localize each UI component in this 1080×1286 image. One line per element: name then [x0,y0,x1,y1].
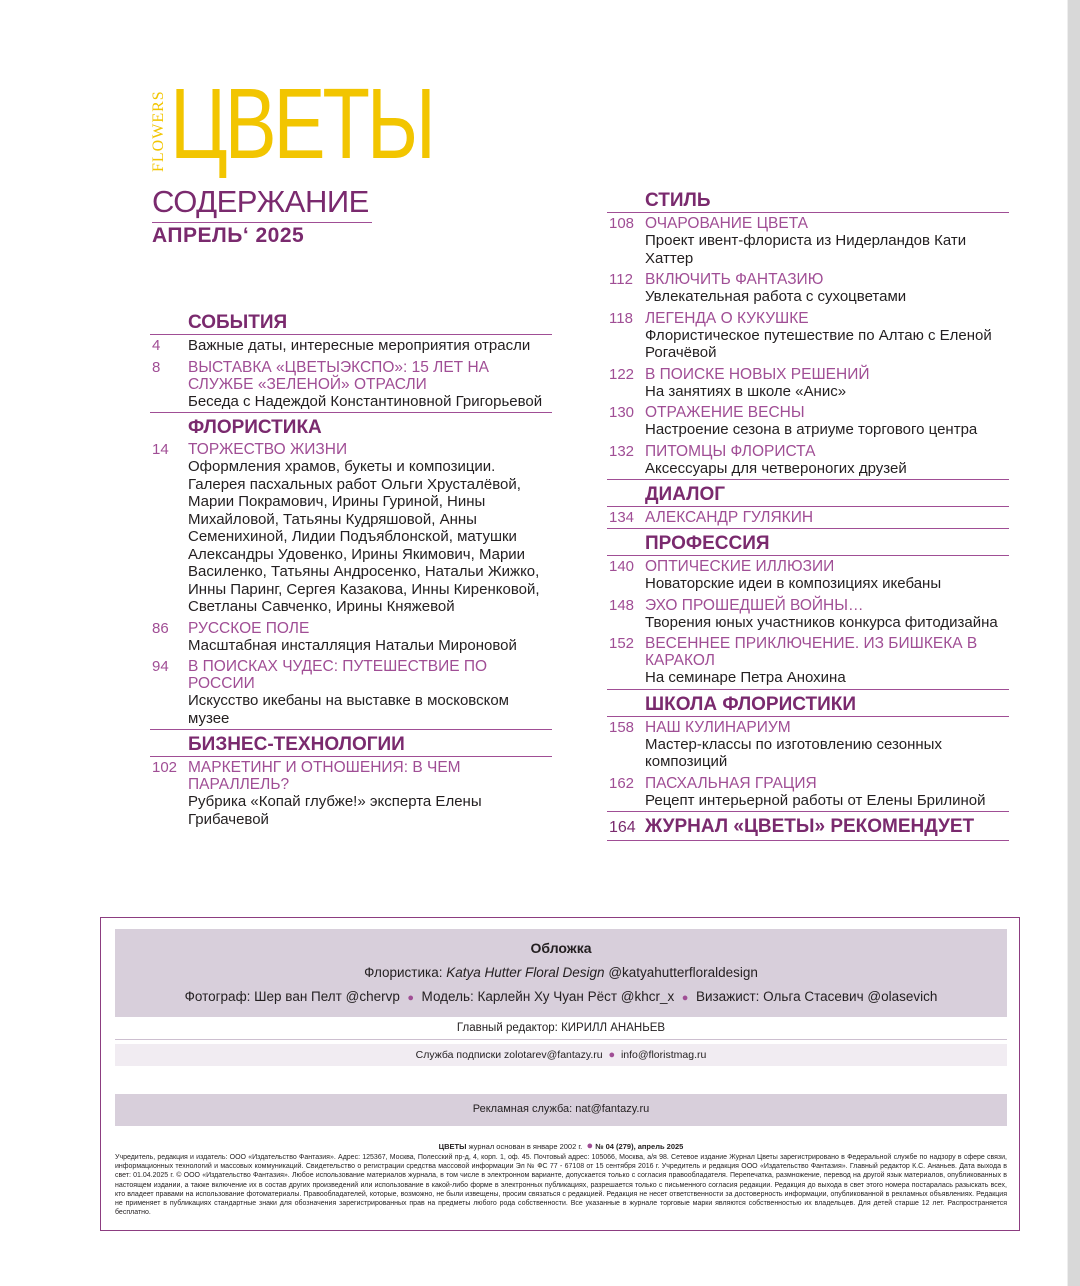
entry-title: ЛЕГЕНДА О КУКУШКЕ [645,309,809,327]
page-number: 118 [609,309,633,327]
subscription-box [115,1044,1007,1066]
entry-description: Настроение сезона в атриуме торгового центра [645,421,978,438]
section-heading-floristry: ФЛОРИСТИКА [188,417,322,438]
page-number: 130 [609,404,635,421]
entry-title: ОПТИЧЕСКИЕ ИЛЛЮЗИИ [645,558,835,575]
chief-editor: Главный редактор: КИРИЛЛ АНАНЬЕВ [456,1022,666,1034]
entry-title: НАШ КУЛИНАРИУМ [645,718,791,736]
imprint-box [100,917,1020,1231]
entry-description: Новаторские идеи в композициях икебаны [645,575,942,592]
page-number: 158 [609,718,635,736]
page-number: 4 [152,337,161,354]
entry-title: ОТРАЖЕНИЕ ВЕСНЫ [645,404,805,421]
toc-entry[interactable] [150,337,552,355]
entry-title: В ПОИСКАХ ЧУДЕС: ПУТЕШЕСТВИЕ ПО РОССИИ [188,658,488,692]
subscription-email-2[interactable]: info@floristmag.ru [620,1049,707,1061]
cover-credits-line [115,989,1007,1004]
page-number: 132 [609,442,635,460]
ads-box [115,1094,1007,1126]
toc-entry[interactable] [150,759,552,828]
bullet-icon: ● [608,1049,616,1061]
floristry-name: Katya Hutter Floral Design [446,965,605,980]
ads-line: Рекламная служба: nat@fantazy.ru [472,1103,650,1115]
toc-entry[interactable] [150,620,552,655]
entry-description: Рубрика «Копай глубже!» эксперта Елены Грибачевой [188,793,482,828]
section-heading-profession: ПРОФЕССИЯ [607,533,1009,556]
logo-flowers-text: FLOWERS [150,90,167,172]
page-number: 148 [609,596,635,614]
page-number: 108 [609,215,635,232]
page-number: 14 [152,441,169,458]
entry-description: На семинаре Петра Анохина [645,669,846,686]
page-number: 162 [609,774,635,792]
entry-title: ОЧАРОВАНИЕ ЦВЕТА [645,215,809,232]
page-number: 94 [152,658,169,675]
entry-description: Проект ивент-флориста из Нидерландов Кати Хаттер [645,232,967,267]
subscription-line [115,1049,1007,1061]
toc-entry[interactable] [607,271,1009,306]
page-number: 122 [609,365,635,383]
page-number: 134 [609,509,635,526]
entry-description: Беседа с Надеждой Константиновной Григорьевой [188,392,543,410]
entry-title: МАРКЕТИНГ И ОТНОШЕНИЯ: В ЧЕМ ПАРАЛЛЕЛЬ? [188,759,461,793]
makeup-credit: Визажист: Ольга Стасевич @olasevich [695,989,938,1004]
section-heading-school: ШКОЛА ФЛОРИСТИКИ [607,694,1009,717]
entry-description: Творения юных участников конкурса фитодизайна [645,613,998,631]
toc-entry[interactable] [607,443,1009,481]
page-number: 112 [609,271,633,288]
toc-entry[interactable] [607,719,1009,771]
entry-description: Рецепт интерьерной работы от Елены Брилиной [645,791,986,809]
entry-description: Масштабная инсталляция Натальи Мироновой [188,636,517,654]
issue-number: № 04 (279), апрель 2025 [595,1142,684,1151]
toc-left-column [150,312,552,832]
section-heading-dialog: ДИАЛОГ [607,484,1009,507]
toc-entry[interactable] [607,215,1009,267]
entry-description: Важные даты, интересные мероприятия отрасли [188,337,531,354]
toc-right-column [607,190,1009,845]
toc-entry[interactable] [607,366,1009,401]
bullet-icon: ● [681,992,689,1004]
page-number: 140 [609,558,635,575]
entry-title: В ПОИСКЕ НОВЫХ РЕШЕНИЙ [645,365,870,383]
toc-entry[interactable] [607,404,1009,439]
founded-line [101,1140,1021,1152]
entry-title: ПИТОМЦЫ ФЛОРИСТА [645,442,816,460]
bullet-icon: ● [407,992,415,1004]
toc-entry[interactable] [150,359,552,414]
toc-entry-recommends[interactable] [607,816,1009,841]
page-number: 86 [152,619,169,637]
founded-text: журнал основан в январе 2002 г. [468,1142,583,1151]
cover-credits-box [115,929,1007,1017]
entry-title: РУССКОЕ ПОЛЕ [188,619,310,637]
toc-entry[interactable] [607,509,1009,529]
section-heading-style: СТИЛЬ [607,190,1009,213]
floristry-handle: @katyahutterfloraldesign [608,965,758,980]
toc-entry[interactable] [607,558,1009,593]
bullet-icon: ● [586,1140,594,1152]
logo-magazine-title: ЦВЕТЫ [170,68,433,180]
toc-entry[interactable] [607,310,1009,362]
entry-title: ВЫСТАВКА «ЦВЕТЫЭКСПО»: 15 ЛЕТ НА СЛУЖБЕ «ЗЕЛЕНОЙ» ОТРАСЛИ [188,358,489,393]
entry-description: На занятиях в школе «Анис» [645,382,847,400]
issue-date: АПРЕЛЬ‘ 2025 [152,224,305,247]
entry-title: АЛЕКСАНДР ГУЛЯКИН [645,509,814,526]
divider [115,1039,1007,1040]
entry-description: Флористическое путешествие по Алтаю с Еленой Рогачёвой [645,326,992,361]
entry-title: ЖУРНАЛ «ЦВЕТЫ» РЕКОМЕНДУЕТ [645,816,975,837]
section-heading-events: СОБЫТИЯ [150,312,552,335]
scroll-edge [1068,0,1080,1286]
page-number: 102 [152,759,178,776]
cover-heading: Обложка [530,940,592,956]
entry-description: Аксессуары для четвероногих друзей [645,459,907,477]
section-heading-business: БИЗНЕС-ТЕХНОЛОГИИ [150,734,552,757]
entry-description: Увлекательная работа с сухоцветами [645,288,907,305]
floristry-label: Флористика: [364,965,443,980]
entry-title: ПАСХАЛЬНАЯ ГРАЦИЯ [645,774,817,792]
subscription-text: Служба подписки zolotarev@fantazy.ru [415,1049,603,1061]
toc-entry[interactable] [607,635,1009,690]
entry-description: Мастер-классы по изготовлению сезонных композиций [645,735,942,770]
entry-title: ЭХО ПРОШЕДШЕЙ ВОЙНЫ… [645,596,864,614]
page-number: 8 [152,358,161,376]
legal-text: Учредитель, редакция и издатель: ООО «Издательство Фантазия». Адрес: 125367, Москва, Полесский пр-д, 4, корп. 1, оф. 45. Почтовый адрес: 105066, Москва, а/я 98. Сетевое издание Журнал Цветы зарегистрировано в Федеральной службе по надзору в сфере связи, информационных технологий и массовых коммуникаций. Свидетельство о регистрации средства массовой информации Эл № ФС 77 - 67108 от 15 сентября 2016 г. Учредитель и редакция ООО «Издательство Фантазия». Главный редактор К.С. Ананьев. Дата выхода в свет: 01.04.2025 г. © ООО «Издательство Фантазия». Любое использование материалов журнала, в том числе в электронном варианте, допускается только с согласия правообладателя. Перепечатка, размножение, перевод на другой язык материалов, опубликованных в настоящем издании, а также включение их в состав других произведений или использование в какой-либо форме в электронных публикациях, разрешается только с письменного согласия редакции. Редакция до выхода в свет этого номера постаралась разыскать всех, кто владеет правами на использование фотоматериалы. Правообладателей, которые, возможно, не были извещены, просим связаться с редакцией. Редакция не несет ответственности за достоверность информации, опубликованной в рекламных объявлениях. Редакция не применяет в публикациях стандартные знаки для обозначения зарегистрированных прав на предметы любого рода собственности. Все указанные в журнале торговые марки являются собственностью их владельцев. Для детей старше 12 лет. Распространяется бесплатно. [115,1154,1007,1217]
entry-title: ВЕСЕННЕЕ ПРИКЛЮЧЕНИЕ. ИЗ БИШКЕКА В КАРАКОЛ [645,635,978,669]
photographer-credit: Фотограф: Шер ван Пелт @chervp [184,989,400,1004]
page-number: 152 [609,635,635,652]
entry-description: Оформления храмов, букеты и композиции. Галерея пасхальных работ Ольги Хрусталёвой, Марии Покрамович, Ирины Гуриной, Нины Михайловой, Татьяны Кудряшовой, Анны Семенихиной, Лидии Подъяблонской, матушки Александры Удовенко, Ирины Якимович, Марии Василенко, Татьяны Андросенко, Натальи Жижко, Инны Паринг, Сергея Казакова, Инны Киренковой, Светланы Савченко, Ирины Княжевой [188,458,540,615]
toc-title: СОДЕРЖАНИЕ [152,184,372,223]
entry-title: ТОРЖЕСТВО ЖИЗНИ [188,441,348,458]
toc-entry[interactable] [150,441,552,616]
cover-floristry-line [115,965,1007,980]
toc-entry[interactable] [607,775,1009,813]
toc-entry[interactable] [150,658,552,730]
toc-entry[interactable] [607,597,1009,632]
entry-description: Искусство икебаны на выставке в московском музее [188,692,509,727]
founded-brand: ЦВЕТЫ [438,1142,467,1151]
model-credit: Модель: Карлейн Ху Чуан Рёст @khcr_x [421,989,675,1004]
entry-title: ВКЛЮЧИТЬ ФАНТАЗИЮ [645,271,824,288]
page-number: 164 [609,819,636,836]
